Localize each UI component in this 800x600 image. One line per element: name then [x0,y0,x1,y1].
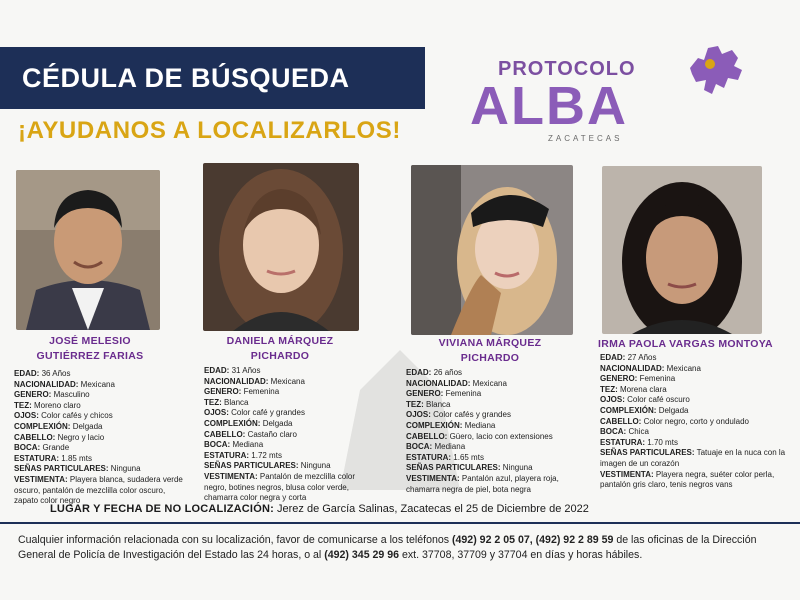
photo-person-1 [16,170,160,330]
person-2-details [204,366,364,504]
value-cabello: Color negro, corto y ondulado [643,416,749,426]
value-senas: Ninguna [502,463,533,473]
label-edad: EDAD: [406,368,432,377]
logo-line1: PROTOCOLO [498,58,636,80]
divider [0,522,800,524]
lugar-label: LUGAR Y FECHA DE NO LOCALIZACIÓN: [50,503,274,515]
label-senas: SEÑAS PARTICULARES: [600,448,695,458]
label-estatura: ESTATURA: [600,437,646,447]
value-genero: Femenina [243,387,280,397]
label-tez: TEZ: [406,399,424,409]
label-edad: EDAD: [14,369,40,378]
value-nacionalidad: Mexicana [472,378,507,388]
value-complexion: Delgada [658,405,689,415]
value-boca: Mediana [434,442,466,452]
person-3-name-line1: VIVIANA MÁRQUEZ [438,337,542,349]
person-1-name-line2: GUTIÉRREZ FARIAS [36,350,144,362]
value-edad: 31 Años [231,366,261,375]
footer-text2: de las oficinas de la Dirección General de Policía de Investigación del Estado las 24 horas, o al [18,534,757,561]
person-3-name-line2: PICHARDO [460,352,520,364]
value-estatura: 1.70 mts [647,437,678,447]
value-vestimenta: Playera negra, suéter color perla, pantalón gris claro, tenis negros vans [600,469,775,490]
value-senas: Ninguna [300,461,331,471]
value-ojos: Color cafés y grandes [433,410,511,420]
label-edad: EDAD: [204,366,230,375]
label-cabello: CABELLO: [14,432,56,442]
label-vestimenta: VESTIMENTA: [600,469,654,479]
value-estatura: 1.72 mts [251,450,282,460]
protocolo-alba-logo [470,40,770,152]
value-vestimenta: Pantalón azul, playera roja, chamarra negra de piel, bota negra [406,473,559,494]
value-boca: Chica [628,427,649,437]
person-1-name [10,334,170,364]
person-1-details [14,369,186,507]
footer-text3: ext. 37708, 37709 y 37704 en días y horas hábiles. [399,549,643,561]
label-cabello: CABELLO: [406,431,448,441]
footer-phone1: (492) 92 2 05 07, (492) 92 2 89 59 [452,534,614,546]
label-senas: SEÑAS PARTICULARES: [14,464,109,474]
value-tez: Blanca [224,397,249,407]
banner-title: CÉDULA DE BÚSQUEDA [22,62,350,93]
person-2-name-line1: DANIELA MÁRQUEZ [226,335,334,347]
label-vestimenta: VESTIMENTA: [204,471,258,481]
lugar-value: Jerez de García Salinas, Zacatecas el 25 de Diciembre de 2022 [273,503,589,515]
lugar-fecha [50,503,589,515]
label-edad: EDAD: [600,353,626,362]
value-tez: Morena clara [620,384,667,394]
value-edad: 26 años [433,368,463,377]
value-senas: Tatuaje en la nuca con la imagen de un corazón [600,448,786,468]
value-estatura: 1.85 mts [61,453,92,463]
label-nacionalidad: NACIONALIDAD: [204,376,269,386]
value-genero: Femenina [639,374,676,384]
value-complexion: Delgada [262,418,293,428]
value-cabello: Güero, lacio con extensiones [449,431,553,441]
label-nacionalidad: NACIONALIDAD: [600,363,665,373]
value-complexion: Mediana [464,420,496,430]
label-boca: BOCA: [204,440,231,450]
label-ojos: OJOS: [204,408,229,418]
value-boca: Mediana [232,440,264,450]
label-genero: GENERO: [406,389,444,399]
label-boca: BOCA: [406,442,433,452]
logo-line3: ZACATECAS [548,134,623,143]
photo-person-4 [602,166,762,334]
headline: ¡AYUDANOS A LOCALIZARLOS! [18,117,401,144]
value-cabello: Negro y lacio [57,432,105,442]
person-4-name-line1: IRMA PAOLA VARGAS MONTOYA [598,338,773,350]
label-ojos: OJOS: [14,411,39,421]
value-edad: 36 Años [41,369,71,378]
person-1-name-line1: JOSÉ MELESIO [49,335,131,347]
value-cabello: Castaño claro [247,429,297,439]
label-cabello: CABELLO: [204,429,246,439]
label-genero: GENERO: [600,374,638,384]
label-complexion: COMPLEXIÓN: [600,405,657,415]
value-ojos: Color café y grandes [231,408,305,418]
label-boca: BOCA: [600,427,627,437]
label-tez: TEZ: [14,400,32,410]
contact-footer [18,533,788,563]
header-banner [0,47,425,109]
value-complexion: Delgada [72,421,103,431]
label-nacionalidad: NACIONALIDAD: [14,379,79,389]
value-tez: Moreno claro [34,400,81,410]
label-ojos: OJOS: [406,410,431,420]
value-nacionalidad: Mexicana [270,376,305,386]
value-tez: Blanca [426,399,451,409]
value-boca: Grande [42,443,70,453]
zacatecas-map-icon [682,40,752,100]
label-tez: TEZ: [600,384,618,394]
value-ojos: Color cafés y chicos [41,411,113,421]
person-2-name [200,334,360,364]
footer-phone2: (492) 345 29 96 [324,549,400,561]
label-boca: BOCA: [14,443,41,453]
photo-person-3 [411,165,573,335]
person-3-name [405,336,575,366]
label-vestimenta: VESTIMENTA: [14,474,68,484]
label-estatura: ESTATURA: [406,452,452,462]
label-complexion: COMPLEXIÓN: [204,418,261,428]
value-genero: Femenina [445,389,482,399]
value-estatura: 1.65 mts [453,452,484,462]
label-nacionalidad: NACIONALIDAD: [406,378,471,388]
label-genero: GENERO: [204,387,242,397]
label-estatura: ESTATURA: [204,450,250,460]
label-tez: TEZ: [204,397,222,407]
label-estatura: ESTATURA: [14,453,60,463]
person-4-details [600,353,790,491]
value-ojos: Color café oscuro [627,395,690,405]
person-3-details [406,368,586,495]
value-genero: Masculino [53,390,90,400]
label-senas: SEÑAS PARTICULARES: [204,461,299,471]
label-complexion: COMPLEXIÓN: [406,420,463,430]
label-genero: GENERO: [14,390,52,400]
value-nacionalidad: Mexicana [666,363,701,373]
photo-person-2 [203,163,359,331]
footer-text1: Cualquier información relacionada con su localización, favor de comunicarse a los teléfonos [18,534,452,546]
value-senas: Ninguna [110,464,141,474]
value-vestimenta: Pantalón de mezclilla color negro, botines negros, blusa color verde, chamarra color negra y corta [204,471,356,503]
person-4-name [598,337,794,352]
person-2-name-line2: PICHARDO [250,350,310,362]
label-complexion: COMPLEXIÓN: [14,421,71,431]
label-senas: SEÑAS PARTICULARES: [406,463,501,473]
value-vestimenta: Playera blanca, sudadera verde oscuro, pantalón de mezclilla color oscuro, zapato color negro [14,474,183,506]
label-cabello: CABELLO: [600,416,642,426]
logo-line2: ALBA [470,76,628,136]
value-edad: 27 Años [627,353,657,362]
label-ojos: OJOS: [600,395,625,405]
label-vestimenta: VESTIMENTA: [406,473,460,483]
value-nacionalidad: Mexicana [80,379,115,389]
